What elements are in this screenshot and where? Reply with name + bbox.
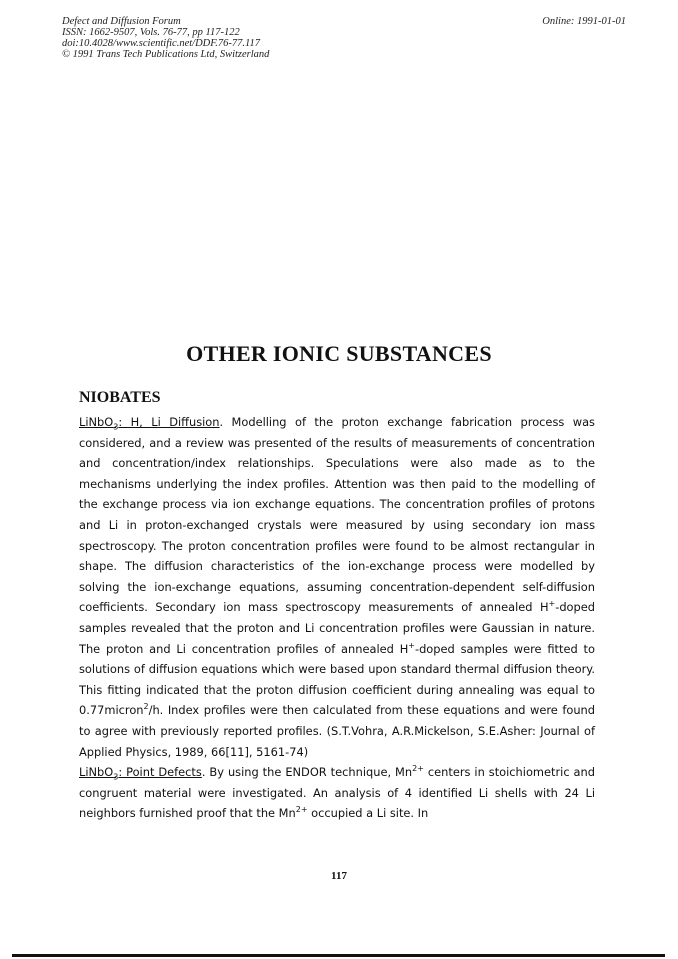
bottom-rule xyxy=(12,954,665,957)
chapter-title: OTHER IONIC SUBSTANCES xyxy=(186,341,492,366)
paragraph-label: LiNbO$_3$: H, Li Diffusion xyxy=(79,415,220,432)
paragraph-h-li-diffusion: LiNbO$_3$: H, Li Diffusion. Modelling of the proton exchange fabrication process was considered, and a review was presented of the results of measurements of concentration and concentration/index relationships. Speculations were also made as to the mechanisms underlying the index profiles. Attention was then paid to the modelling of the exchange process via ion exchange equations. The concentration profiles of protons and Li in proton-exchanged crystals were measured by using secondary ion mass spectroscopy. The proton concentration profiles were found to be almost rectangular in shape. The diffusion characteristics of the ion-exchange process were modelled by solving the ion-exchange equations, assuming concentration-dependent self-diffusion coefficients. Secondary ion mass spectroscopy measurements of annealed H+-doped samples revealed that the proton and Li concentration profiles were Gaussian in nature. The proton and Li concentration profiles of annealed H+-doped samples were fitted to solutions of diffusion equations which were based upon standard thermal diffusion theory. This fitting indicated that the proton diffusion coefficient during annealing was equal to 0.77micron$^2$/h. Index profiles were then calculated from these equations and were found to agree with previously reported profiles. (S.T.Vohra, A.R.Mickelson, S.E.Asher: Journal of Applied Physics, 1989, 66[11], 5161-74) xyxy=(79,415,595,759)
page-header-left xyxy=(62,16,269,60)
section-heading: NIOBATES xyxy=(79,389,161,406)
journal-name: Defect and Diffusion Forum xyxy=(62,16,181,27)
paragraph-point-defects: LiNbO$_3$: Point Defects. By using the ENDOR technique, $Mn^{2+}$ centers in stoichiometric and congruent material were investigated. An analysis of 4 identified Li shells with 24 Li neighbors furnished proof that the $Mn^{2+}$ occupied a Li site. In xyxy=(79,764,595,821)
page-number: 117 xyxy=(331,870,347,882)
body-text xyxy=(79,412,595,824)
copyright-line: © 1991 Trans Tech Publications Ltd, Switzerland xyxy=(62,49,270,60)
paragraph-label: LiNbO$_3$: Point Defects xyxy=(79,765,202,782)
issn-line: ISSN: 1662-9507, Vols. 76-77, pp 117-122 xyxy=(62,27,240,38)
doi-line: doi:10.4028/www.scientific.net/DDF.76-77.117 xyxy=(62,38,261,49)
online-date: Online: 1991-01-01 xyxy=(542,16,626,27)
